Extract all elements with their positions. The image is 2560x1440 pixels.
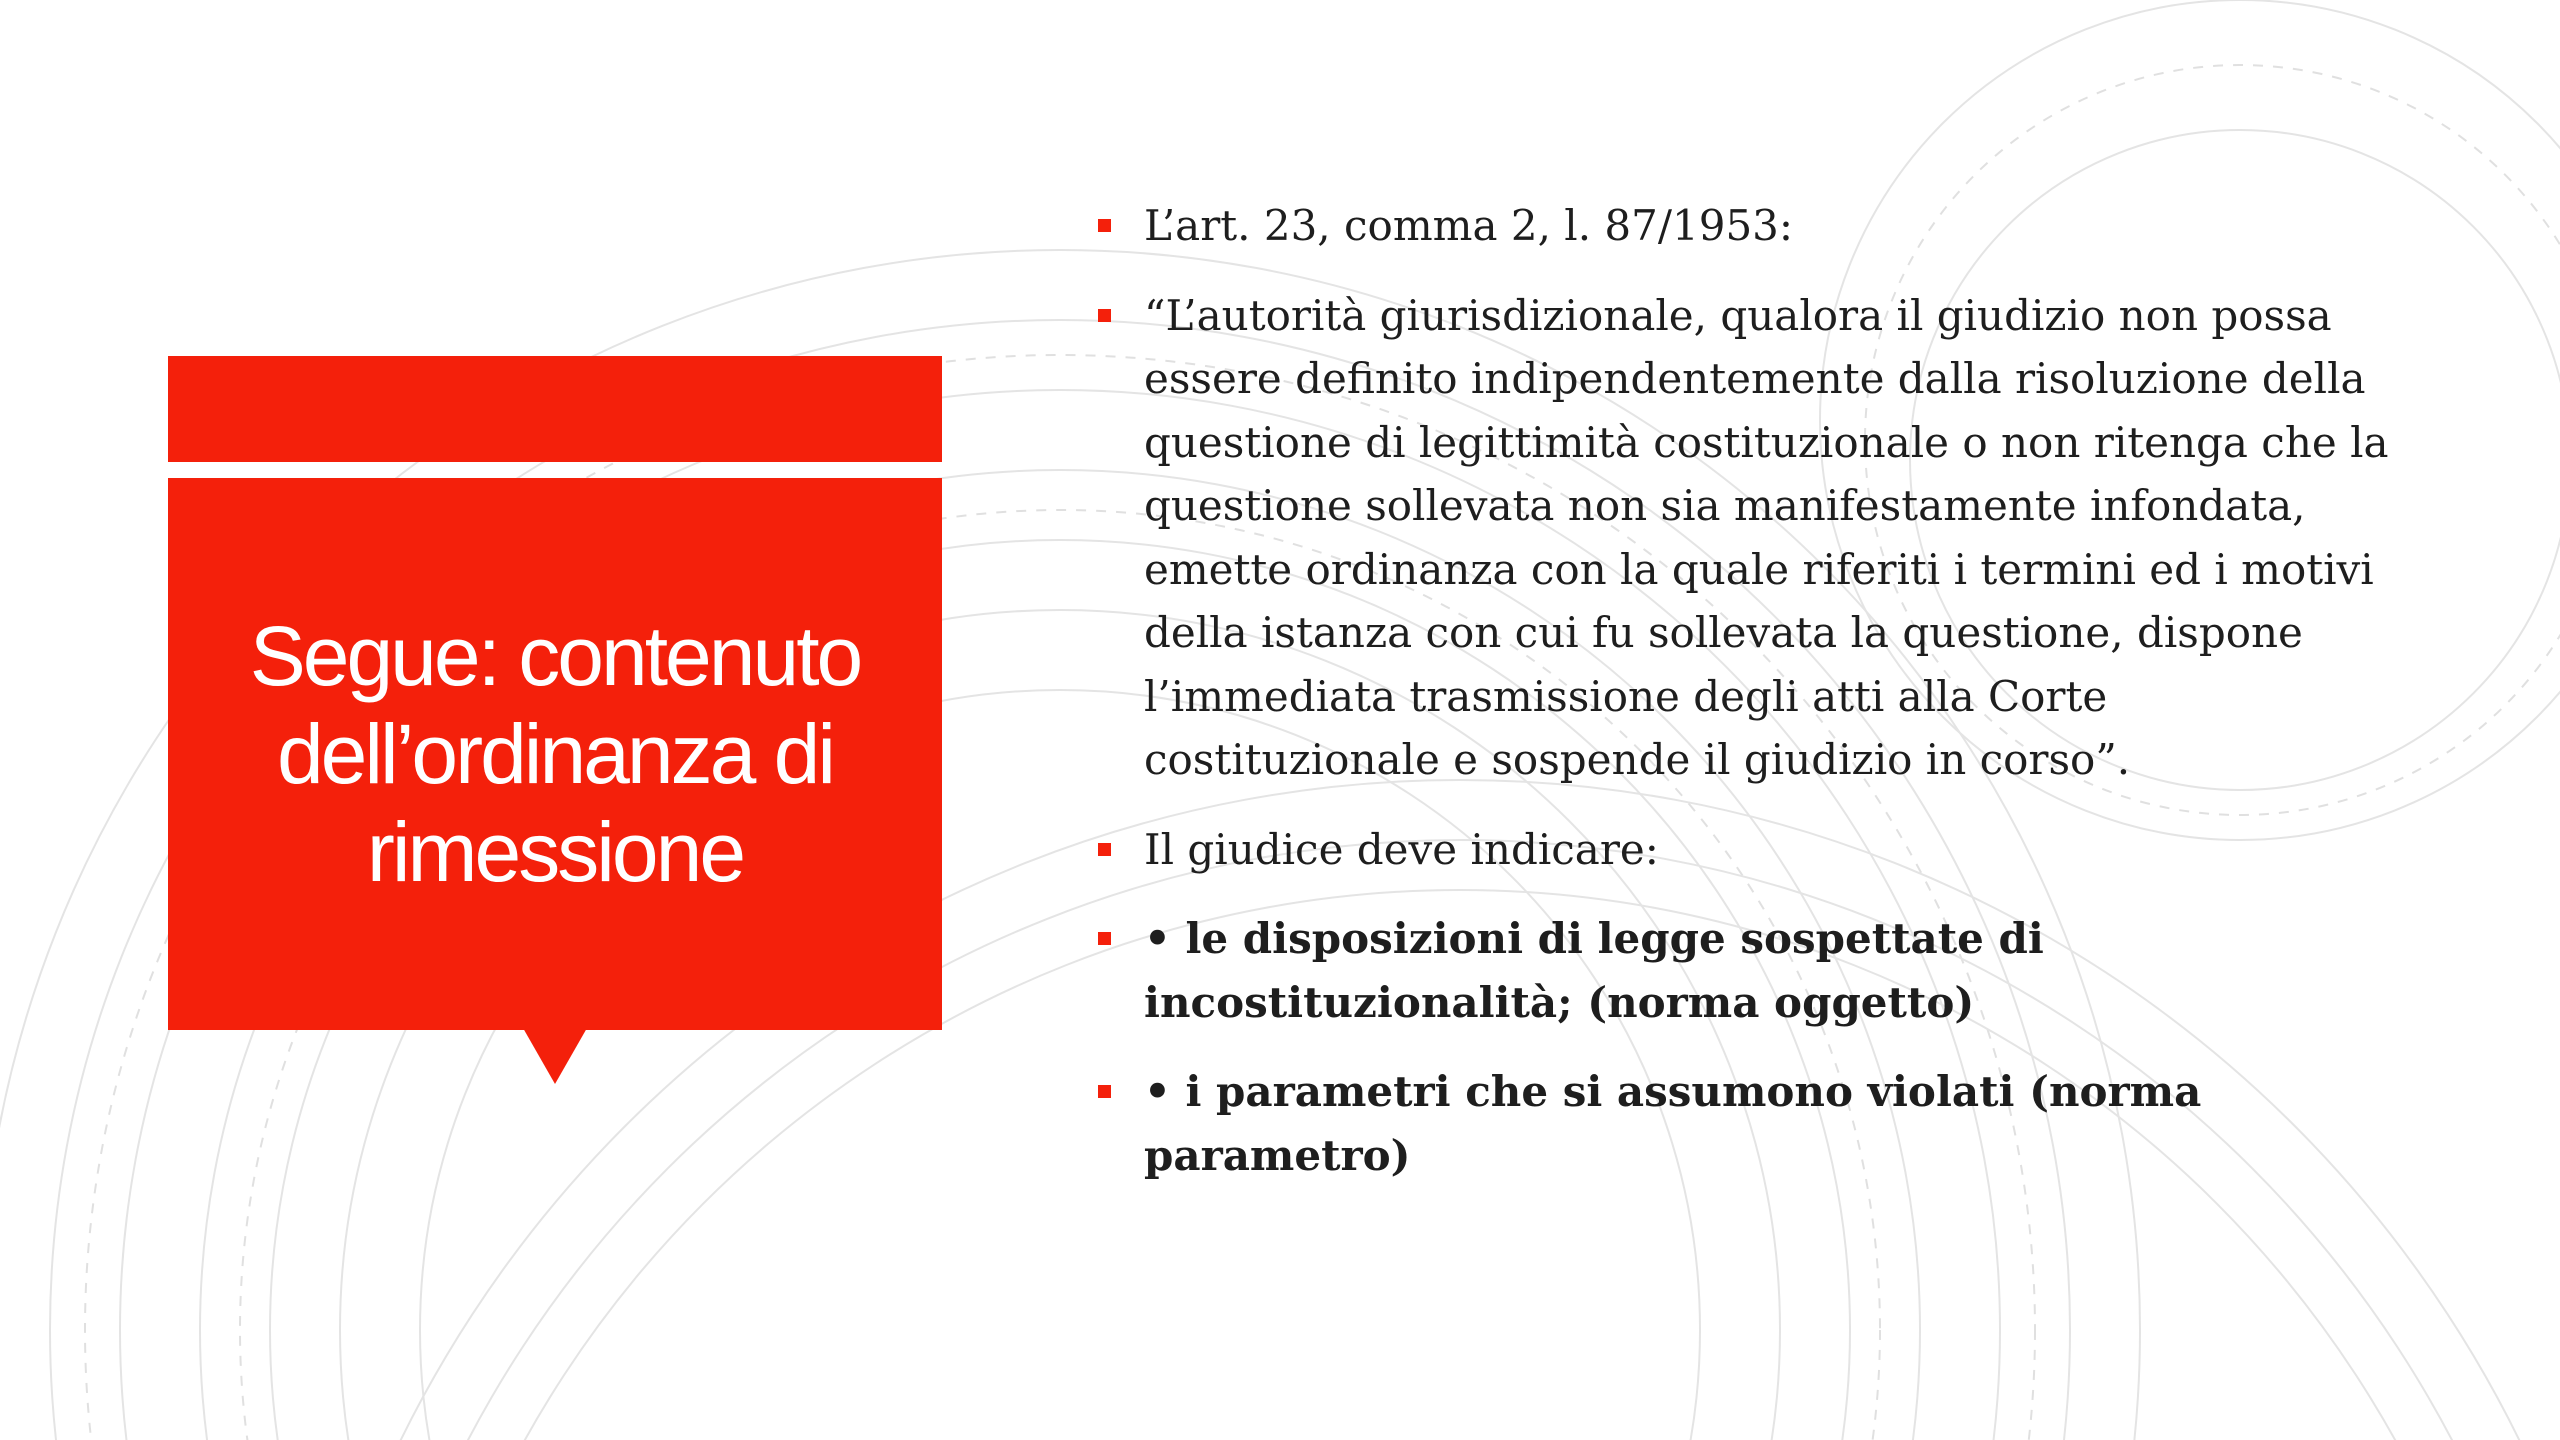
square-bullet-icon	[1098, 309, 1111, 322]
slide-title: Segue: contenuto dell’ordinanza di rimessione	[249, 609, 861, 899]
bullet-text: • i parametri che si assumono violati (norma parametro)	[1144, 1067, 2202, 1180]
bullet-text: Il giudice deve indicare:	[1144, 824, 1659, 874]
bullet-item-norma-oggetto	[1096, 907, 2406, 1034]
content-area	[1096, 194, 2406, 1213]
square-bullet-icon	[1098, 219, 1111, 232]
bullet-item-judge	[1096, 818, 2406, 882]
bullet-text: “L’autorità giurisdizionale, qualora il giudizio non possa essere definito indipendentemente dalla risoluzione della questione di legittimità costituzionale o non ritenga che la questione sollevata non sia manifestamente infondata, emette ordinanza con la quale riferiti i termini ed i motivi della istanza con cui fu sollevata la questione, dispone l’immediata trasmissione degli atti alla Corte costituzionale e sospende il giudizio in corso”.	[1144, 290, 2389, 784]
bullet-item-quote	[1096, 284, 2406, 792]
square-bullet-icon	[1098, 932, 1111, 945]
bullet-text: • le disposizioni di legge sospettate di incostituzionalità; (norma oggetto)	[1144, 914, 2044, 1027]
bullet-item-norma-parametro	[1096, 1060, 2406, 1187]
bullet-item-article	[1096, 194, 2406, 258]
title-box	[168, 478, 942, 1030]
bullet-list	[1096, 194, 2406, 1187]
square-bullet-icon	[1098, 843, 1111, 856]
title-accent-bar	[168, 356, 942, 462]
square-bullet-icon	[1098, 1085, 1111, 1098]
title-pointer	[523, 1028, 587, 1084]
bullet-text: L’art. 23, comma 2, l. 87/1953:	[1144, 201, 1794, 250]
